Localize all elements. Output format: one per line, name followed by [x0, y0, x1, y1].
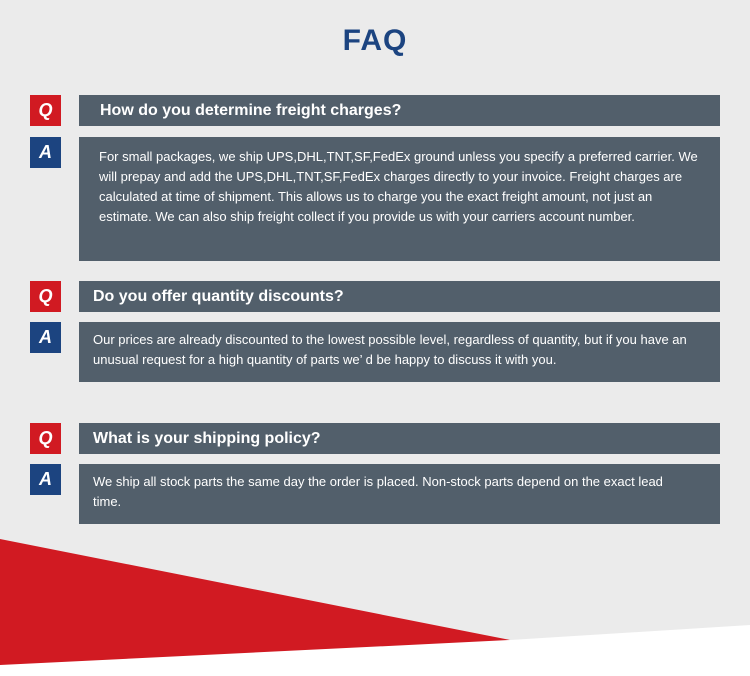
answer-badge: A	[30, 464, 61, 495]
faq-question-3[interactable]: What is your shipping policy?	[79, 423, 720, 454]
question-badge: Q	[30, 281, 61, 312]
question-badge: Q	[30, 95, 61, 126]
faq-question-1[interactable]: How do you determine freight charges?	[79, 95, 720, 126]
page-title: FAQ	[342, 24, 408, 57]
answer-badge: A	[30, 137, 61, 168]
faq-question-2[interactable]: Do you offer quantity discounts?	[79, 281, 720, 312]
answer-badge: A	[30, 322, 61, 353]
faq-answer-1: For small packages, we ship UPS,DHL,TNT,SF,FedEx ground unless you specify a preferred carrier. We will prepay and add the UPS,DHL,TNT,SF,FedEx charges directly to your invoice. Freight charges are calculated at time of shipment. This allows us to charge you the exact freight amount, not just an estimate. We can also ship freight collect if you provide us with your carriers account number.	[79, 137, 720, 261]
faq-answer-2: Our prices are already discounted to the lowest possible level, regardless of quantity, but if you have an unusual request for a high quantity of parts we’ d be happy to discuss it with you.	[79, 322, 720, 382]
question-badge: Q	[30, 423, 61, 454]
faq-answer-3: We ship all stock parts the same day the order is placed. Non-stock parts depend on the exact lead time.	[79, 464, 720, 524]
